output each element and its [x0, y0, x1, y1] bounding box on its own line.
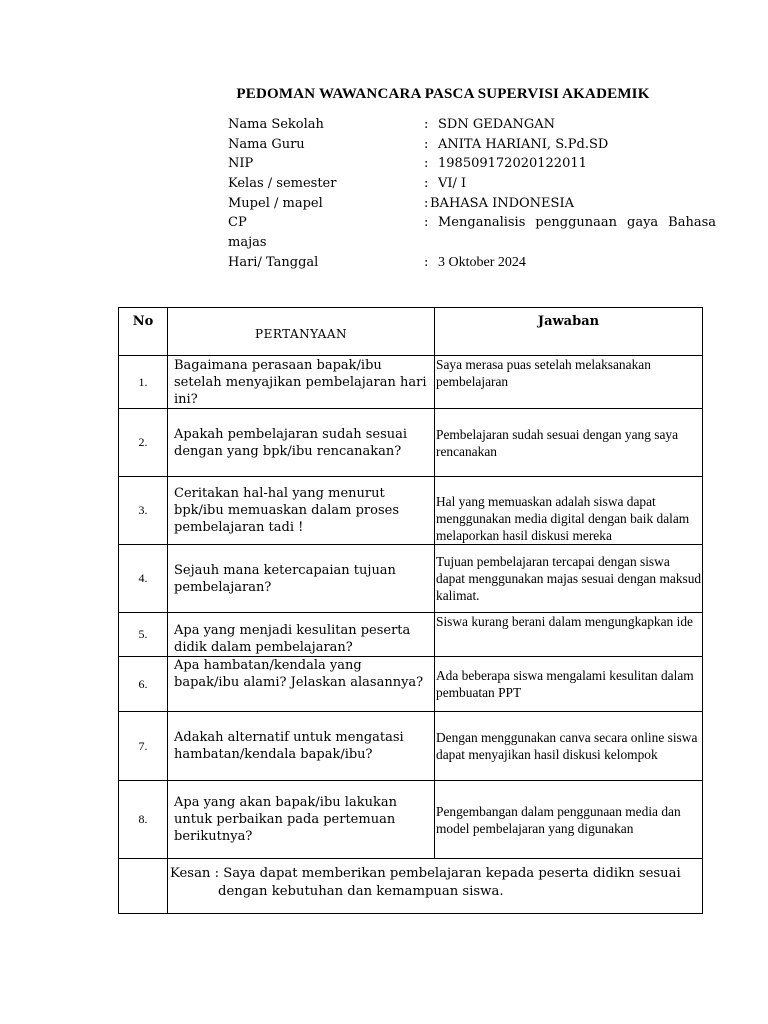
row-question: Adakah alternatif untuk mengatasi hambatan/kendala bapak/ibu? — [168, 712, 435, 781]
row-answer: Saya merasa puas setelah melaksanakan pembelajaran — [435, 356, 703, 409]
row-answer: Pembelajaran sudah sesuai dengan yang saya rencanakan — [435, 409, 703, 477]
kesan-line-2: dengan kebutuhan dan kemampuan siswa. — [218, 884, 504, 899]
kesan-row — [119, 859, 703, 914]
info-row-date: Hari/ Tanggal : 3 Oktober 2024 — [228, 253, 718, 273]
row-answer: Siswa kurang berani dalam mengungkapkan ide — [435, 613, 703, 657]
info-value-continuation: majas — [228, 235, 267, 251]
info-value: VI/ I — [438, 176, 467, 192]
row-number: 2. — [119, 409, 168, 477]
table-row — [119, 613, 703, 657]
info-label: Hari/ Tanggal — [228, 254, 319, 270]
info-label: Nama Guru — [228, 136, 305, 152]
table-row — [119, 657, 703, 712]
kesan-empty-cell — [119, 859, 168, 914]
info-value: 198509172020122011 — [438, 156, 587, 172]
row-question: Apa hambatan/kendala yang bapak/ibu alami? Jelaskan alasannya? — [168, 657, 435, 712]
identity-info — [228, 115, 718, 273]
row-number: 8. — [119, 781, 168, 859]
row-answer: Tujuan pembelajaran tercapai dengan siswa dapat menggunakan majas sesuai dengan maksud kalimat. — [435, 545, 703, 613]
kesan-cell — [168, 859, 703, 914]
info-row-school: Nama Sekolah : SDN GEDANGAN — [228, 115, 718, 135]
table-row — [119, 712, 703, 781]
kesan-line-1: Kesan : Saya dapat memberikan pembelajaran kepada peserta didikn sesuai — [170, 866, 681, 881]
info-value: SDN GEDANGAN — [438, 117, 556, 132]
info-label: NIP — [228, 156, 254, 172]
info-value: BAHASA INDONESIA — [430, 195, 574, 211]
info-row-subject: Mupel / mapel : BAHASA INDONESIA — [228, 194, 718, 214]
row-answer: Hal yang memuaskan adalah siswa dapat menggunakan media digital dengan baik dalam melaporkan hasil diskusi mereka — [435, 477, 703, 545]
row-number: 3. — [119, 477, 168, 545]
row-question: Ceritakan hal-hal yang menurut bpk/ibu memuaskan dalam proses pembelajaran tadi ! — [168, 477, 435, 545]
row-answer: Pengembangan dalam penggunaan media dan model pembelajaran yang digunakan — [435, 781, 703, 859]
table-row — [119, 545, 703, 613]
row-question: Apa yang menjadi kesulitan peserta didik dalam pembelajaran? — [168, 613, 435, 657]
info-row-cp: CP : Menganalisis penggunaan gaya Bahasa — [228, 213, 718, 233]
row-question: Apakah pembelajaran sudah sesuai dengan yang bpk/ibu rencanakan? — [168, 409, 435, 477]
info-row-cp-continued — [228, 233, 718, 253]
table-row — [119, 781, 703, 859]
document-title: PEDOMAN WAWANCARA PASCA SUPERVISI AKADEMIK — [236, 86, 650, 102]
row-question: Apa yang akan bapak/ibu lakukan untuk perbaikan pada pertemuan berikutnya? — [168, 781, 435, 859]
info-value: Menganalisis penggunaan gaya Bahasa — [438, 215, 716, 231]
info-label: Mupel / mapel — [228, 195, 323, 211]
row-answer: Ada beberapa siswa mengalami kesulitan dalam pembuatan PPT — [435, 657, 703, 712]
row-number: 1. — [119, 356, 168, 409]
table-row — [119, 477, 703, 545]
info-row-nip: NIP : 198509172020122011 — [228, 154, 718, 174]
info-label: Kelas / semester — [228, 176, 337, 192]
table-row — [119, 356, 703, 409]
info-value: ANITA HARIANI, S.Pd.SD — [438, 136, 609, 152]
row-question: Sejauh mana ketercapaian tujuan pembelajaran? — [168, 545, 435, 613]
header-answer: Jawaban — [435, 308, 703, 356]
table-row — [119, 409, 703, 477]
row-number: 5. — [119, 613, 168, 657]
row-number: 6. — [119, 657, 168, 712]
interview-table — [118, 307, 703, 914]
info-label: Nama Sekolah — [228, 117, 324, 132]
row-number: 4. — [119, 545, 168, 613]
info-row-class: Kelas / semester : VI/ I — [228, 174, 718, 194]
header-no: No — [119, 308, 168, 356]
header-question: PERTANYAAN — [168, 308, 435, 356]
table-header-row — [119, 308, 703, 356]
info-label: CP — [228, 215, 247, 231]
row-number: 7. — [119, 712, 168, 781]
row-question: Bagaimana perasaan bapak/ibu setelah menyajikan pembelajaran hari ini? — [168, 356, 435, 409]
info-value: 3 Oktober 2024 — [438, 254, 526, 270]
row-answer: Dengan menggunakan canva secara online siswa dapat menyajikan hasil diskusi kelompok — [435, 712, 703, 781]
info-row-teacher: Nama Guru : ANITA HARIANI, S.Pd.SD — [228, 135, 718, 155]
